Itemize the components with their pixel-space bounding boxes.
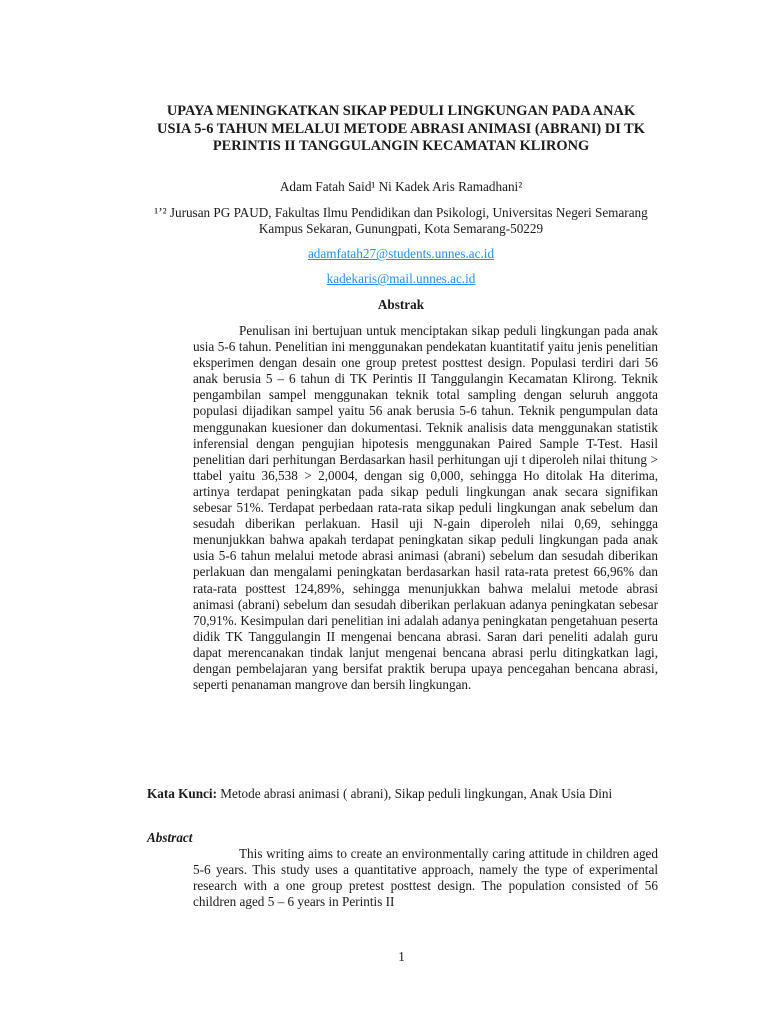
abstrak-heading: Abstrak [377, 297, 425, 312]
keywords-label: Kata Kunci: [147, 786, 217, 801]
abstract-body: This writing aims to create an environmentally caring attitude in children aged 5-6 years. This study uses a quantitative approach, namely the type of experimental research with a one group pretest posttest design. The population consisted of 56 children aged 5 – 6 years in Perintis II [193, 846, 658, 910]
paper-title: UPAYA MENINGKATKAN SIKAP PEDULI LINGKUNGAN PADA ANAK USIA 5-6 TAHUN MELALUI METODE ABRASI ANIMASI (ABRANI) DI TK PERINTIS II TANGGULANGIN KECAMATAN KLIRONG [157, 103, 645, 155]
email-link-1[interactable]: adamfatah27@students.unnes.ac.id [307, 246, 495, 261]
page-number: 1 [398, 949, 405, 964]
keywords [147, 786, 658, 802]
affiliation: ¹’² Jurusan PG PAUD, Fakultas Ilmu Pendidikan dan Psikologi, Universitas Negeri Semarang Kampus Sekaran, Gunungpati, Kota Semarang-50229 [154, 205, 648, 236]
abstrak-body: Penulisan ini bertujuan untuk menciptakan sikap peduli lingkungan pada anak usia 5-6 tahun. Penelitian ini menggunakan pendekatan kuantitatif yaitu jenis penelitian eksperimen dengan desain one group pretest posttest design. Populasi terdiri dari 56 anak berusia 5 – 6 tahun di TK Perintis II Tanggulangin Kecamatan Klirong. Teknik pengambilan sampel menggunakan teknik total sampling dengan seluruh anggota populasi dijadikan sampel yaitu 56 anak berusia 5-6 tahun. Teknik pengumpulan data menggunakan kuesioner dan dokumentasi. Teknik analisis data menggunakan statistik inferensial dengan pengujian hipotesis menggunakan Paired Sample T-Test. Hasil penelitian dari perhitungan Berdasarkan hasil perhitungan uji t diperoleh nilai thitung > ttabel yaitu 36,538 > 2,0004, dengan sig 0,000, sehingga Ho ditolak Ha diterima, artinya terdapat peningkatan pada sikap peduli lingkungan anak secara signifikan sebesar 51%. Terdapat perbedaan rata-rata sikap peduli lingkungan anak sebelum dan sesudah diberikan perlakuan. Hasil uji N-gain diperoleh nilai 0,69, sehingga menunjukkan bahwa apakah terdapat peningkatan sikap peduli lingkungan pada anak usia 5-6 tahun melalui metode abrasi animasi (abrani) sebelum dan sesudah diberikan perlakuan dan mengalami peningkatan berdasarkan hasil rata-rata pretest 66,96% dan rata-rata posttest 124,89%, sehingga menunjukkan bahwa melalui metode abrasi animasi (abrani) sebelum dan sesudah diberikan perlakuan adanya peningkatan sebesar 70,91%. Kesimpulan dari penelitian ini adalah adanya peningkatan pengetahuan peserta didik TK Tanggulangin II mengenai bencana abrasi. Saran dari peneliti adalah guru dapat merencanakan tindak lanjut mengenai bencana abrasi perlu ditingkatkan lagi, dengan pembelajaran yang bersifat praktik berupa upaya pencegahan bencana abrasi, seperti penanaman mangrove dan bersih lingkungan. [193, 323, 658, 693]
author-list: Adam Fatah Said¹ Ni Kadek Aris Ramadhani² [279, 179, 523, 194]
keywords-text: Metode abrasi animasi ( abrani), Sikap peduli lingkungan, Anak Usia Dini [216, 786, 613, 801]
abstract-heading: Abstract [147, 830, 193, 845]
email-link-2[interactable]: kadekaris@mail.unnes.ac.id [326, 271, 476, 286]
